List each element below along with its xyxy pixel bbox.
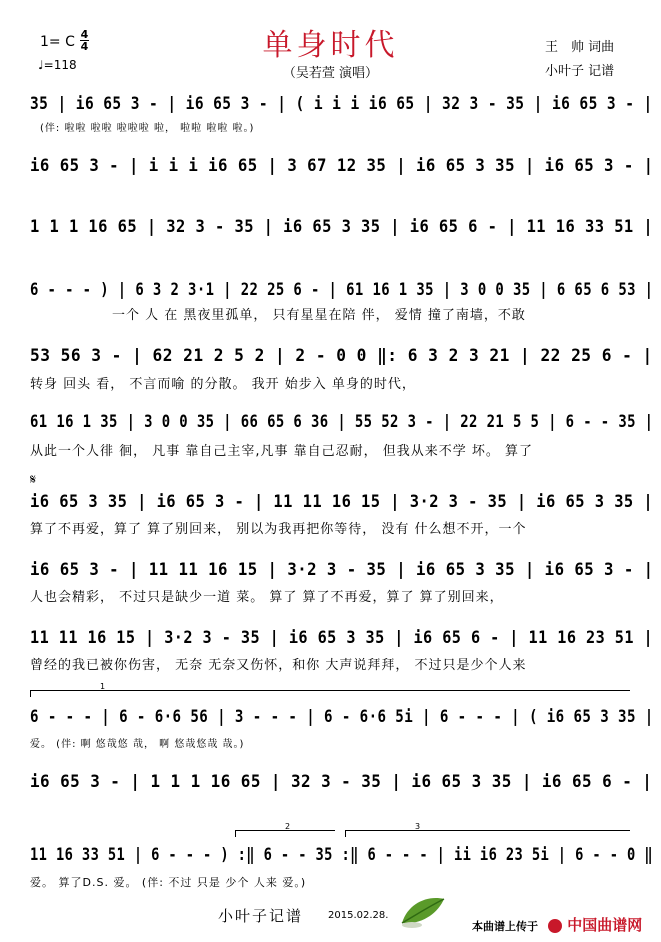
lyricist-composer: 王 帅 词曲 — [545, 40, 615, 55]
site-logo — [548, 914, 642, 935]
footer-date: 2015.02.28. — [328, 910, 389, 921]
time-signature-bottom: 4 — [80, 40, 89, 53]
volta-1-bracket — [30, 690, 31, 697]
score-row-1-lyrics: (伴: 啦啦 啦啦 啦啦啦 啦， 啦啦 啦啦 啦。) — [40, 123, 255, 134]
score-row-10-lyrics: 爱。 (伴: 啊 悠哉悠 哉， 啊 悠哉悠哉 哉。) — [30, 739, 245, 750]
score-row-11-notes: i6 65 3 - | 1 1 1 16 65 | 32 3 - 35 | i6 65 3 35 | i6 65 6 - | — [30, 772, 653, 792]
volta-3-bracket — [345, 830, 346, 837]
time-signature-top: 4 — [80, 28, 89, 41]
key-signature: 1= C — [40, 34, 75, 50]
segno-icon: 𝄋 — [30, 472, 37, 488]
transcriber: 小叶子 记谱 — [545, 64, 615, 79]
score-row-9-lyrics: 曾经的我已被你伤害， 无奈 无奈又伤怀，和你 大声说拜拜， 不过只是少个人来 — [30, 658, 527, 673]
score-row-10-notes: 6 - - - | 6 - 6·6 56 | 3 - - - | 6 - 6·6 5i | 6 - - - | ( i6 65 3 35 | — [30, 707, 654, 727]
tempo-marking: ♩=118 — [38, 58, 77, 72]
score-row-7-notes: i6 65 3 35 | i6 65 3 - | 11 11 16 15 | 3·2 3 - 35 | i6 65 3 35 | — [30, 492, 654, 512]
time-signature — [80, 29, 89, 52]
upload-note: 本曲谱上传于 — [472, 920, 538, 933]
song-title: 单身时代 — [262, 28, 399, 63]
score-row-4-lyrics: 一个 人 在 黑夜里孤单， 只有星星在陪 伴， 爱情 撞了南墙，不敢 — [112, 308, 526, 323]
score-row-8-notes: i6 65 3 - | 11 11 16 15 | 3·2 3 - 35 | i6 65 3 35 | i6 65 3 - | — [30, 560, 654, 580]
footer-signature: 小叶子记谱 — [218, 907, 304, 925]
score-row-7-lyrics: 算了不再爱，算了 算了别回来， 别以为我再把你等待， 没有 什么想不开，一个 — [30, 522, 527, 537]
score-row-8-lyrics: 人也会精彩， 不过只是缺少一道 菜。 算了 算了不再爱，算了 算了别回来， — [30, 590, 504, 605]
site-logo-icon — [548, 919, 562, 933]
score-row-1-notes: 35 | i6 65 3 - | i6 65 3 - | ( i i i i6 65 | 32 3 - 35 | i6 65 3 - | — [30, 94, 653, 114]
score-row-3-notes: 1 1 1 16 65 | 32 3 - 35 | i6 65 3 35 | i6 65 6 - | 11 16 33 51 | — [30, 217, 654, 237]
score-row-4-notes: 6 - - - ) | 6 3 2 3·1 | 22 25 6 - | 61 16 1 35 | 3 0 0 35 | 6 65 6 53 | — [30, 280, 654, 300]
volta-2-number: 2 — [285, 822, 291, 831]
volta-2-bracket — [235, 830, 236, 837]
performer-subtitle: （吴若萱 演唱） — [282, 66, 379, 81]
score-row-6-lyrics: 从此一个人徘 徊， 凡事 靠自己主宰,凡事 靠自己忍耐， 但我从来不学 坏。 算了 — [30, 444, 534, 459]
score-row-2-notes: i6 65 3 - | i i i i6 65 | 3 67 12 35 | i6 65 3 35 | i6 65 3 - | — [30, 156, 654, 176]
score-row-12-lyrics: 爱。 算了D.S. 爱。 (伴: 不过 只是 少个 人来 爱。) — [30, 876, 307, 889]
volta-3-line — [345, 830, 630, 831]
volta-1-line — [30, 690, 630, 691]
leaf-logo-icon — [398, 893, 448, 929]
score-row-5-notes: 53 56 3 - | 62 21 2 5 2 | 2 - 0 0 ‖: 6 3 2 3 21 | 22 25 6 - | — [30, 346, 653, 366]
volta-1-number: 1 — [100, 682, 106, 691]
site-name: 中国曲谱网 — [567, 916, 643, 934]
score-row-12-notes: 11 16 33 51 | 6 - - - ) :‖ 6 - - 35 :‖ 6 - - - | ii i6 23 5i | 6 - - 0 ‖ — [30, 845, 653, 865]
score-row-5-lyrics: 转身 回头 看， 不言而喻 的分散。 我开 始步入 单身的时代， — [30, 377, 416, 392]
volta-3-number: 3 — [415, 822, 421, 831]
score-row-9-notes: 11 11 16 15 | 3·2 3 - 35 | i6 65 3 35 | i6 65 6 - | 11 16 23 51 | — [30, 628, 654, 648]
score-row-6-notes: 61 16 1 35 | 3 0 0 35 | 66 65 6 36 | 55 52 3 - | 22 21 5 5 | 6 - - 35 | — [30, 412, 654, 432]
